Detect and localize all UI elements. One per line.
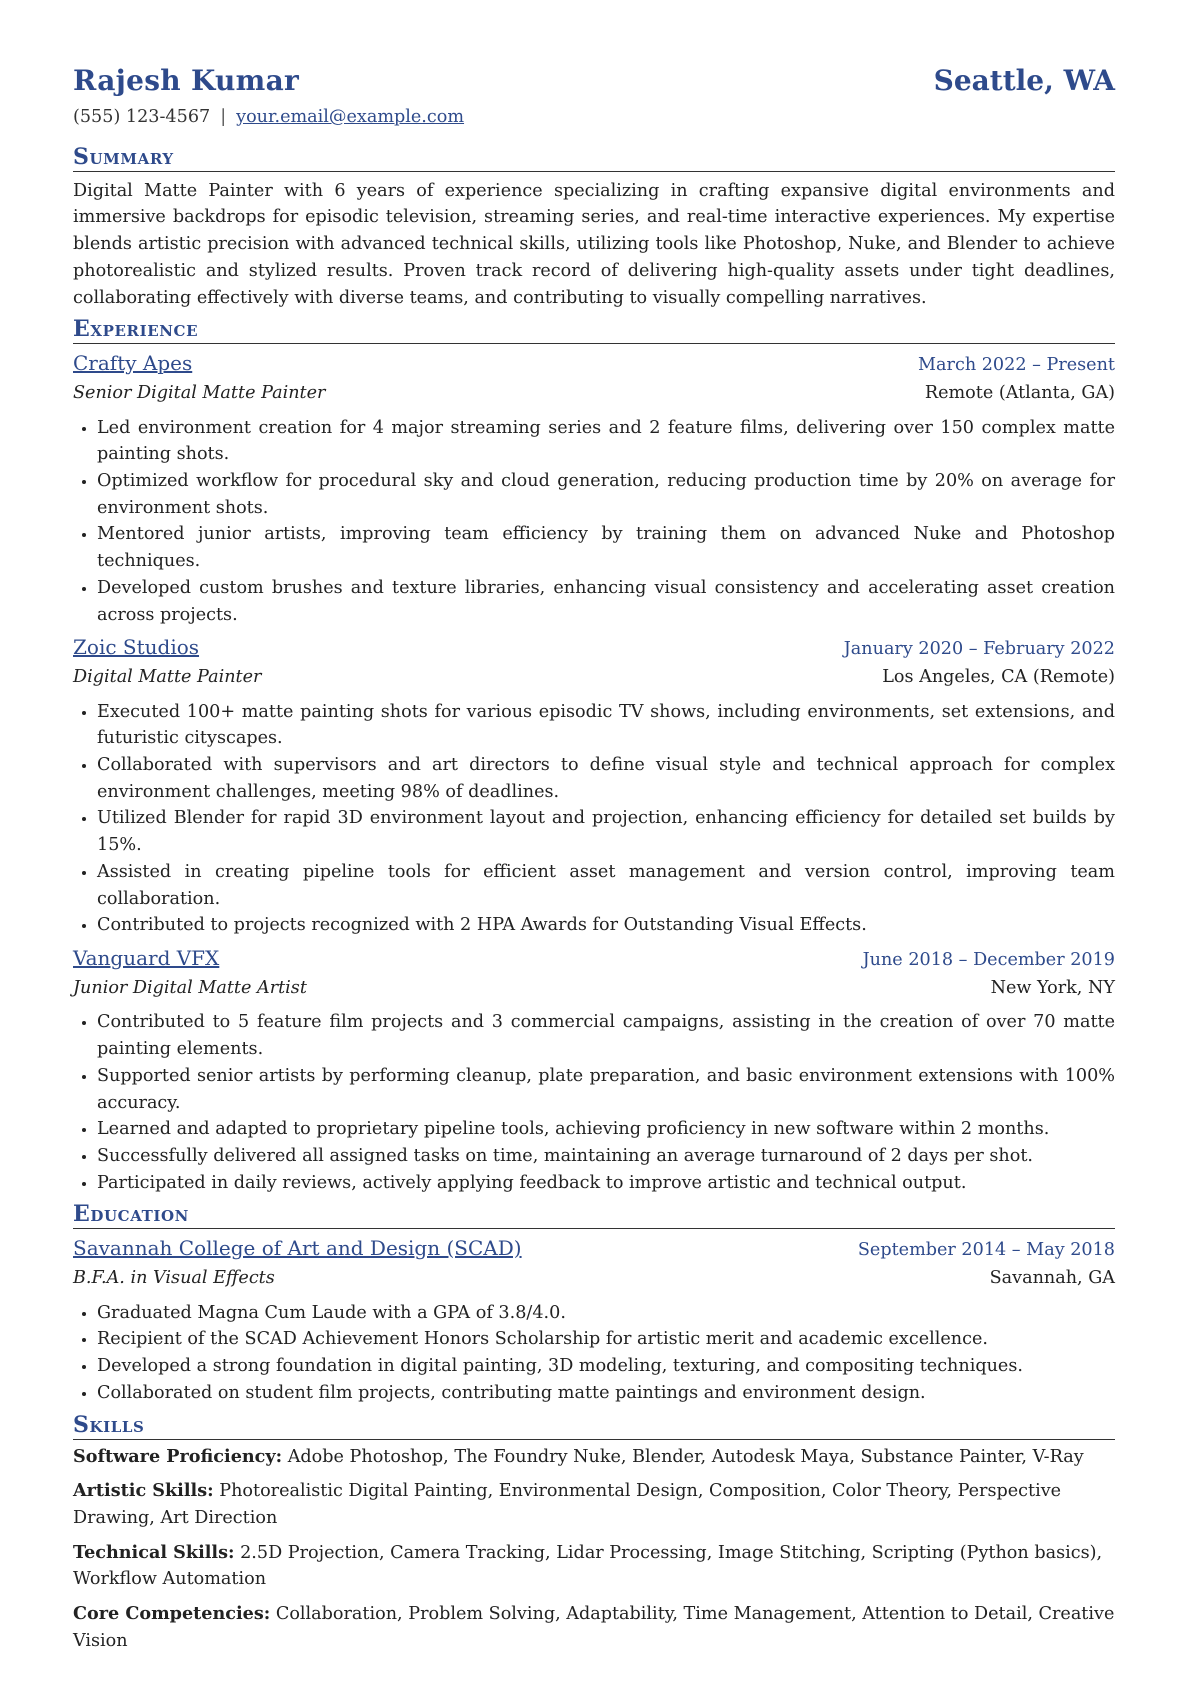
skills-list	[73, 1444, 1115, 1655]
education-bullets	[73, 1300, 1115, 1407]
school-name-link[interactable]: Savannah College of Art and Design (SCAD)	[73, 1236, 522, 1261]
skill-category-value: Adobe Photoshop, The Foundry Nuke, Blender, Autodesk Maya, Substance Painter, V-Ray	[287, 1446, 1084, 1467]
job-dates: June 2018 – December 2019	[862, 949, 1115, 970]
job-location: Los Angeles, CA (Remote)	[882, 666, 1115, 687]
bullet-item: • Led environment creation for 4 major streaming series and 2 feature films, delivering over 150 complex matte painting shots.	[97, 415, 1115, 468]
skill-category-value: Collaboration, Problem Solving, Adaptability, Time Management, Attention to Detail, Creative Vision	[73, 1604, 1115, 1651]
job-entry-header	[73, 349, 1115, 379]
bullet-item: • Graduated Magna Cum Laude with a GPA of 3.8/4.0.	[97, 1300, 1115, 1327]
bullet-item: • Assisted in creating pipeline tools for efficient asset management and version control, improving team collaboration.	[97, 859, 1115, 912]
bullet-item: • Recipient of the SCAD Achievement Honors Scholarship for artistic merit and academic excellence.	[97, 1326, 1115, 1353]
bullet-item: • Learned and adapted to proprietary pipeline tools, achieving proficiency in new software within 2 months.	[97, 1116, 1115, 1143]
email-link[interactable]: your.email@example.com	[236, 107, 465, 127]
job-dates: March 2022 – Present	[918, 355, 1115, 376]
degree: B.F.A. in Visual Effects	[73, 1268, 275, 1289]
bullet-item: • Collaborated on student film projects, contributing matte paintings and environment design.	[97, 1380, 1115, 1407]
bullet-item: • Optimized workflow for procedural sky and cloud generation, reducing production time by 20% on average for environment shots.	[97, 468, 1115, 521]
phone-number: (555) 123-4567	[73, 107, 211, 127]
skill-category-label: Core Competencies:	[73, 1603, 271, 1625]
bullet-item: • Executed 100+ matte painting shots for various episodic TV shows, including environments, set extensions, and futuristic cityscapes.	[97, 699, 1115, 752]
contact-separator: |	[220, 107, 227, 127]
job-bullets	[73, 699, 1115, 939]
job-title: Digital Matte Painter	[73, 666, 262, 687]
resume-header	[73, 62, 1115, 100]
job-location: New York, NY	[990, 977, 1115, 998]
bullet-item: • Successfully delivered all assigned tasks on time, maintaining an average turnaround of 2 days per shot.	[97, 1143, 1115, 1170]
job-subheader	[73, 664, 1115, 691]
section-title-experience: Experience	[73, 315, 1115, 344]
bullet-item: • Collaborated with supervisors and art directors to define visual style and technical approach for complex environment challenges, meeting 98% of deadlines.	[97, 752, 1115, 805]
job-entry	[73, 944, 1115, 1196]
skill-row	[73, 1478, 1115, 1531]
skill-row	[73, 1601, 1115, 1654]
job-dates: January 2020 – February 2022	[843, 639, 1115, 660]
bullet-item: • Contributed to projects recognized with 2 HPA Awards for Outstanding Visual Effects.	[97, 912, 1115, 939]
job-subheader	[73, 380, 1115, 407]
summary-section	[73, 143, 1115, 312]
experience-section	[73, 315, 1115, 1196]
job-bullets	[73, 1009, 1115, 1196]
section-title-summary: Summary	[73, 143, 1115, 172]
skill-category-label: Technical Skills:	[73, 1541, 235, 1563]
education-subheader	[73, 1265, 1115, 1292]
job-title: Senior Digital Matte Painter	[73, 382, 326, 403]
job-bullets	[73, 415, 1115, 629]
job-entry	[73, 349, 1115, 628]
section-title-skills: Skills	[73, 1411, 1115, 1440]
candidate-name: Rajesh Kumar	[73, 64, 300, 97]
skills-section	[73, 1411, 1115, 1655]
summary-text: Digital Matte Painter with 6 years of experience specializing in crafting expansive digital environments and immersive backdrops for episodic television, streaming series, and real-time interactive experiences. My expertise blends artistic precision with advanced technical skills, utilizing tools like Photoshop, Nuke, and Blender to achieve photorealistic and stylized results. Proven track record of delivering high-quality assets under tight deadlines, collaborating effectively with diverse teams, and contributing to visually compelling narratives.	[73, 180, 1115, 308]
education-section	[73, 1200, 1115, 1406]
job-location: Remote (Atlanta, GA)	[924, 382, 1115, 403]
job-subheader	[73, 975, 1115, 1002]
job-title: Junior Digital Matte Artist	[73, 977, 307, 998]
bullet-item: • Developed custom brushes and texture libraries, enhancing visual consistency and accelerating asset creation across projects.	[97, 575, 1115, 628]
job-entry-header	[73, 944, 1115, 974]
skill-row	[73, 1540, 1115, 1593]
company-name-link[interactable]: Zoic Studios	[73, 635, 200, 660]
bullet-item: • Developed a strong foundation in digital painting, 3D modeling, texturing, and compositing techniques.	[97, 1353, 1115, 1380]
contact-line	[73, 104, 1115, 131]
job-entry-header	[73, 633, 1115, 663]
bullet-item: • Utilized Blender for rapid 3D environment layout and projection, enhancing efficiency for detailed set builds by 15%.	[97, 805, 1115, 858]
education-entry-header	[73, 1234, 1115, 1264]
education-dates: September 2014 – May 2018	[857, 1240, 1115, 1261]
job-entry	[73, 633, 1115, 939]
job-list	[73, 349, 1115, 1196]
skill-category-value: Photorealistic Digital Painting, Environmental Design, Composition, Color Theory, Perspective Drawing, Art Direction	[73, 1481, 1062, 1528]
skill-category-label: Artistic Skills:	[73, 1480, 214, 1502]
section-title-education: Education	[73, 1200, 1115, 1229]
bullet-item: • Contributed to 5 feature film projects and 3 commercial campaigns, assisting in the creation of over 70 matte painting elements.	[97, 1009, 1115, 1062]
skill-row	[73, 1444, 1115, 1471]
education-location: Savannah, GA	[989, 1268, 1115, 1289]
company-name-link[interactable]: Vanguard VFX	[73, 945, 220, 970]
skill-category-label: Software Proficiency:	[73, 1445, 283, 1467]
bullet-item: • Mentored junior artists, improving team efficiency by training them on advanced Nuke and Photoshop techniques.	[97, 521, 1115, 574]
bullet-item: • Participated in daily reviews, actively applying feedback to improve artistic and technical output.	[97, 1170, 1115, 1197]
company-name-link[interactable]: Crafty Apes	[73, 351, 193, 376]
candidate-location: Seattle, WA	[933, 64, 1115, 97]
bullet-item: • Supported senior artists by performing cleanup, plate preparation, and basic environment extensions with 100% accuracy.	[97, 1063, 1115, 1116]
skill-category-value: 2.5D Projection, Camera Tracking, Lidar Processing, Image Stitching, Scripting (Python basics), Workflow Automation	[73, 1542, 1103, 1590]
